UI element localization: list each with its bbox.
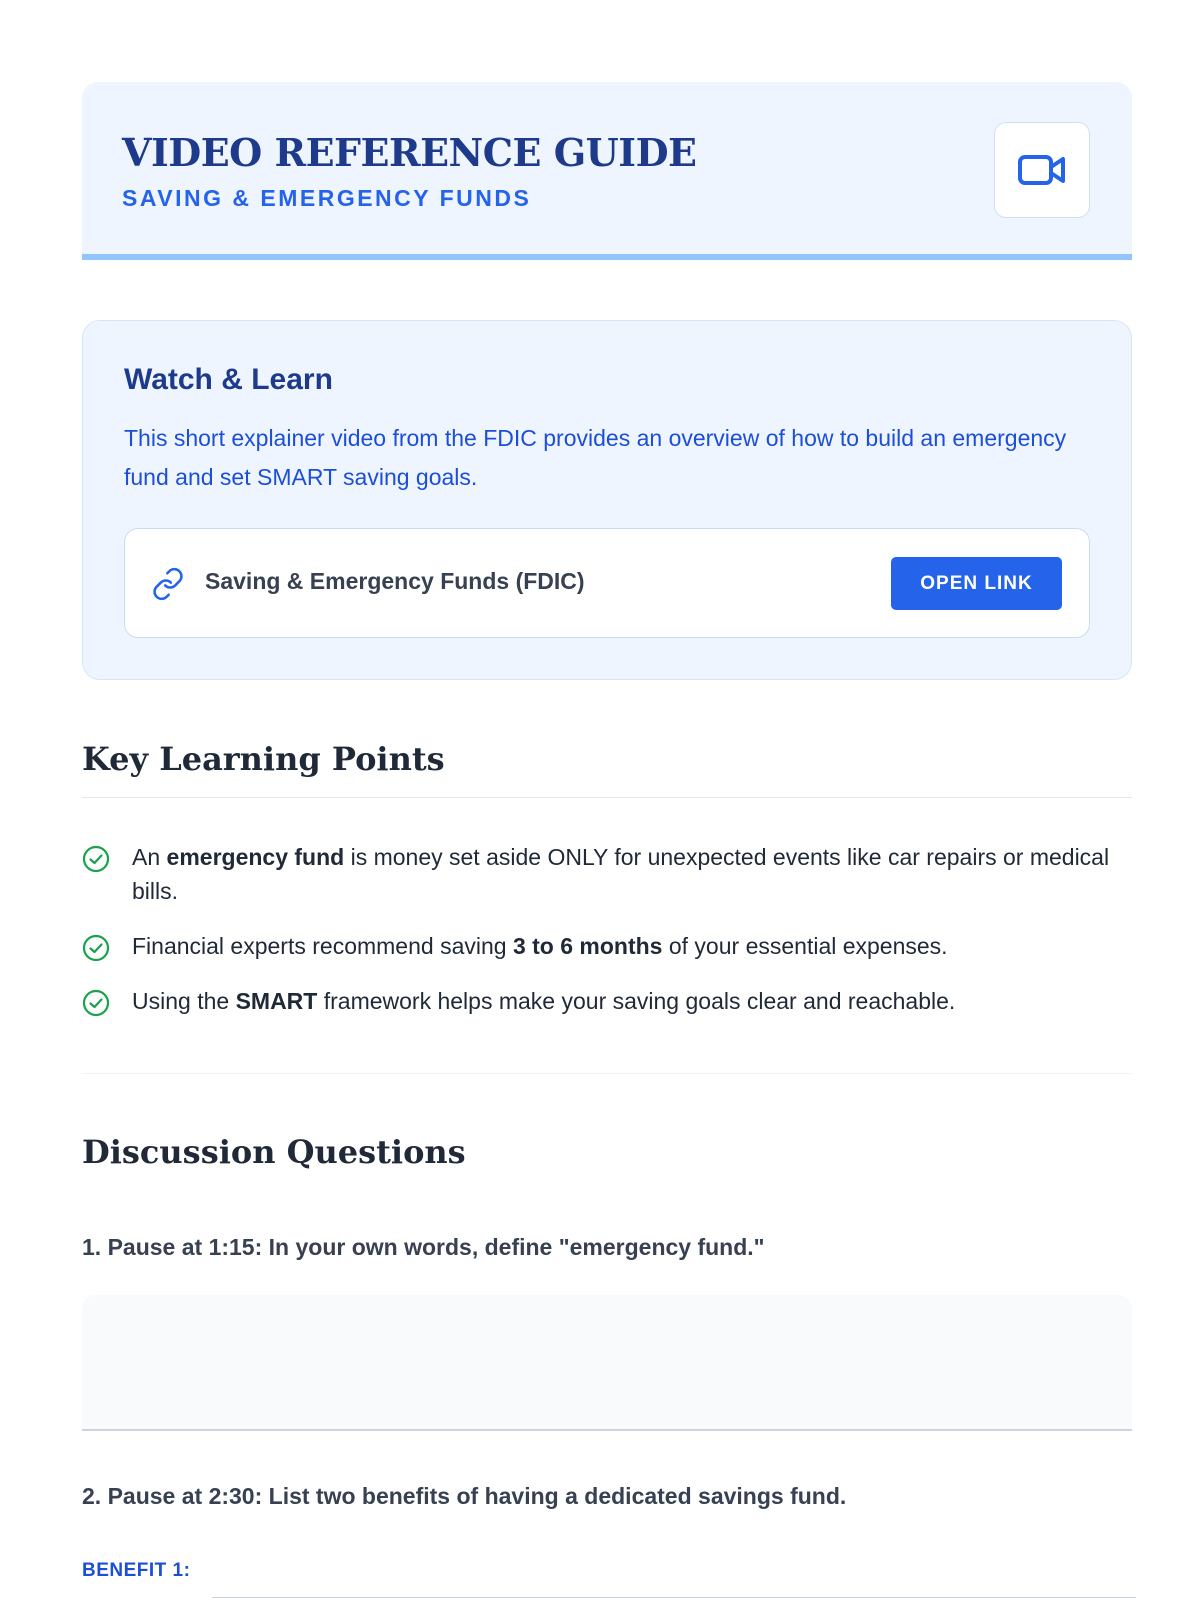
link-icon: [151, 567, 185, 601]
video-camera-icon: [1017, 152, 1067, 188]
list-item: [82, 840, 1132, 908]
check-circle-icon: [82, 934, 110, 962]
video-badge: [994, 122, 1090, 218]
question-1-answer-field[interactable]: [82, 1295, 1132, 1431]
point-text: Financial experts recommend saving 3 to 6 months of your essential expenses.: [132, 933, 948, 959]
open-link-button[interactable]: OPEN LINK: [891, 557, 1062, 610]
section-divider: [82, 1073, 1132, 1074]
section-divider: [82, 797, 1132, 798]
list-item: [82, 984, 1132, 1018]
watch-and-learn-card: [82, 320, 1132, 680]
key-learning-points-title: Key Learning Points: [82, 740, 445, 778]
point-text: Using the SMART framework helps make your saving goals clear and reachable.: [132, 988, 956, 1014]
page-title: VIDEO REFERENCE GUIDE: [122, 130, 697, 175]
benefit-1-label: BENEFIT 1:: [82, 1560, 191, 1581]
benefit-1-input[interactable]: [212, 1555, 1136, 1598]
check-circle-icon: [82, 845, 110, 873]
point-text: An emergency fund is money set aside ONLY for unexpected events like car repairs or medical bills.: [132, 844, 1110, 904]
guide-header: [82, 82, 1132, 260]
video-link-label: Saving & Emergency Funds (FDIC): [205, 568, 585, 594]
watch-description: This short explainer video from the FDIC provides an overview of how to build an emergency fund and set SMART saving goals.: [124, 425, 1067, 490]
question-1: 1. Pause at 1:15: In your own words, define "emergency fund.": [82, 1234, 765, 1260]
check-circle-icon: [82, 989, 110, 1017]
watch-heading: Watch & Learn: [124, 363, 333, 396]
discussion-questions-title: Discussion Questions: [82, 1133, 466, 1171]
key-points-list: [82, 840, 1132, 1018]
video-link-row: [124, 528, 1090, 638]
question-2: 2. Pause at 2:30: List two benefits of having a dedicated savings fund.: [82, 1483, 847, 1509]
page-subtitle: SAVING & EMERGENCY FUNDS: [122, 185, 532, 211]
list-item: [82, 929, 1132, 963]
